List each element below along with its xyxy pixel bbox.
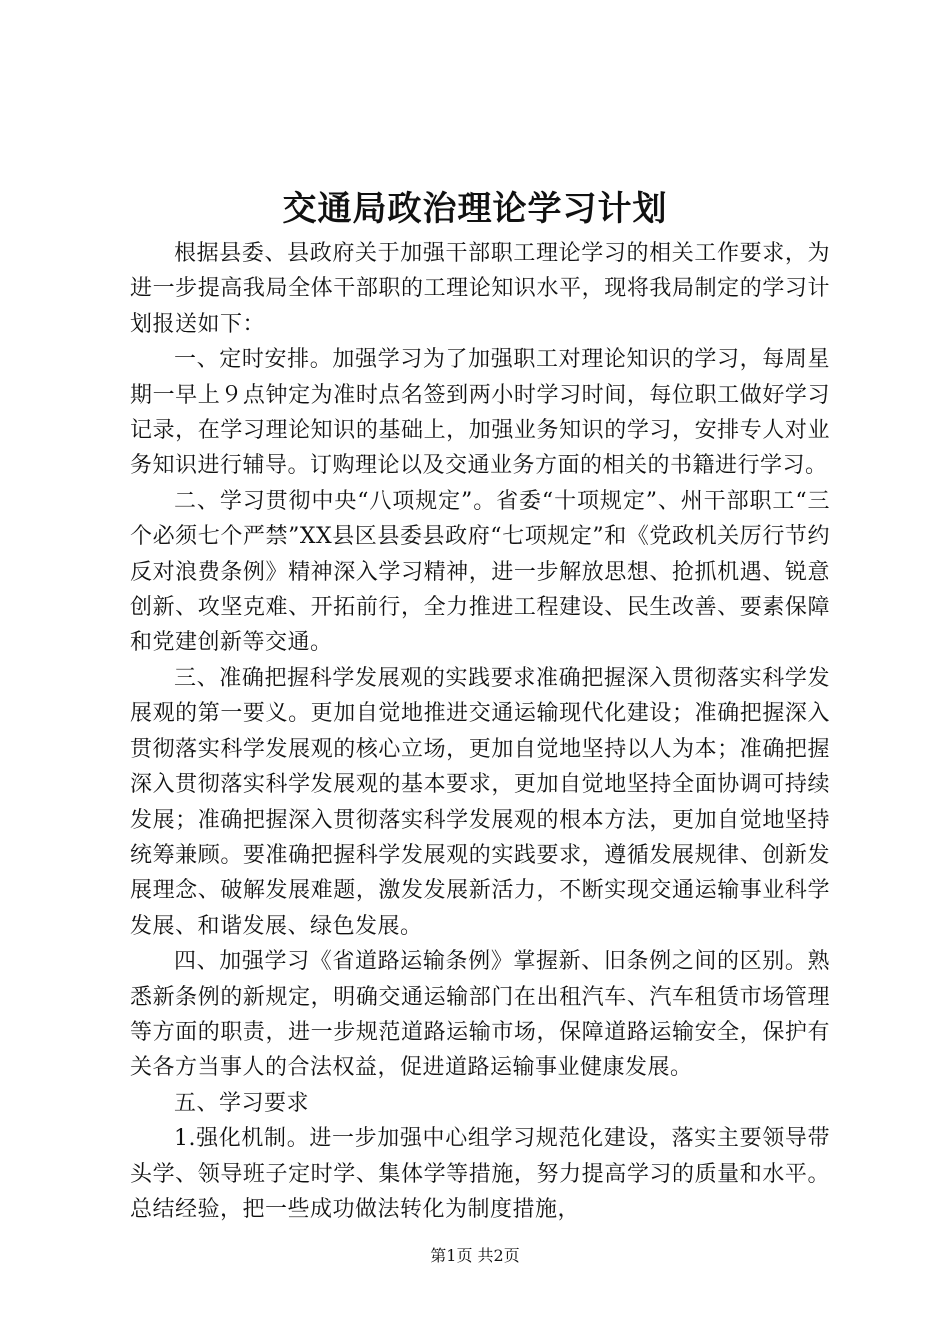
paragraph-section-2: 二、学习贯彻中央“八项规定”。省委“十项规定”、州干部职工“三个必须七个严禁”XX县区县委县政府“七项规定”和《党政机关厉行节约反对浪费条例》精神深入学习精神，进一步解放思想、抢抓机遇、锐意创新、攻坚克难、开拓前行，全力推进工程建设、民生改善、要素保障和党建创新等交通。 xyxy=(130,488,830,656)
paragraph-section-1: 一、定时安排。加强学习为了加强职工对理论知识的学习，每周星期一早上９点钟定为准时点名签到两小时学习时间，每位职工做好学习记录，在学习理论知识的基础上，加强业务知识的学习，安排专人对业务知识进行辅导。订购理论以及交通业务方面的相关的书籍进行学习。 xyxy=(130,347,830,479)
paragraph-section-4: 四、加强学习《省道路运输条例》掌握新、旧条例之间的区别。熟悉新条例的新规定，明确交通运输部门在出租汽车、汽车租赁市场管理等方面的职责，进一步规范道路运输市场，保障道路运输安全，保护有关各方当事人的合法权益，促进道路运输事业健康发展。 xyxy=(130,949,830,1081)
paragraph-requirement-1: 1.强化机制。进一步加强中心组学习规范化建设，落实主要领导带头学、领导班子定时学、集体学等措施，努力提高学习的质量和水平。总结经验，把一些成功做法转化为制度措施， xyxy=(130,1126,830,1222)
paragraph-section-5-heading: 五、学习要求 xyxy=(174,1090,310,1116)
paragraph-intro: 根据县委、县政府关于加强干部职工理论学习的相关工作要求，为进一步提高我局全体干部职的工理论知识水平，现将我局制定的学习计划报送如下： xyxy=(130,241,830,337)
page-footer: 第1页 共2页 xyxy=(430,1246,520,1265)
document-body xyxy=(130,236,830,1227)
document-title: 交通局政治理论学习计划 xyxy=(282,189,668,229)
paragraph-section-3: 三、准确把握科学发展观的实践要求准确把握深入贯彻落实科学发展观的第一要义。更加自觉地推进交通运输现代化建设；准确把握深入贯彻落实科学发展观的核心立场，更加自觉地坚持以人为本；准确把握深入贯彻落实科学发展观的基本要求，更加自觉地坚持全面协调可持续发展；准确把握深入贯彻落实科学发展观的根本方法，更加自觉地坚持统筹兼顾。要准确把握科学发展观的实践要求，遵循发展规律、创新发展理念、破解发展难题，激发发展新活力，不断实现交通运输事业科学发展、和谐发展、绿色发展。 xyxy=(130,665,830,939)
